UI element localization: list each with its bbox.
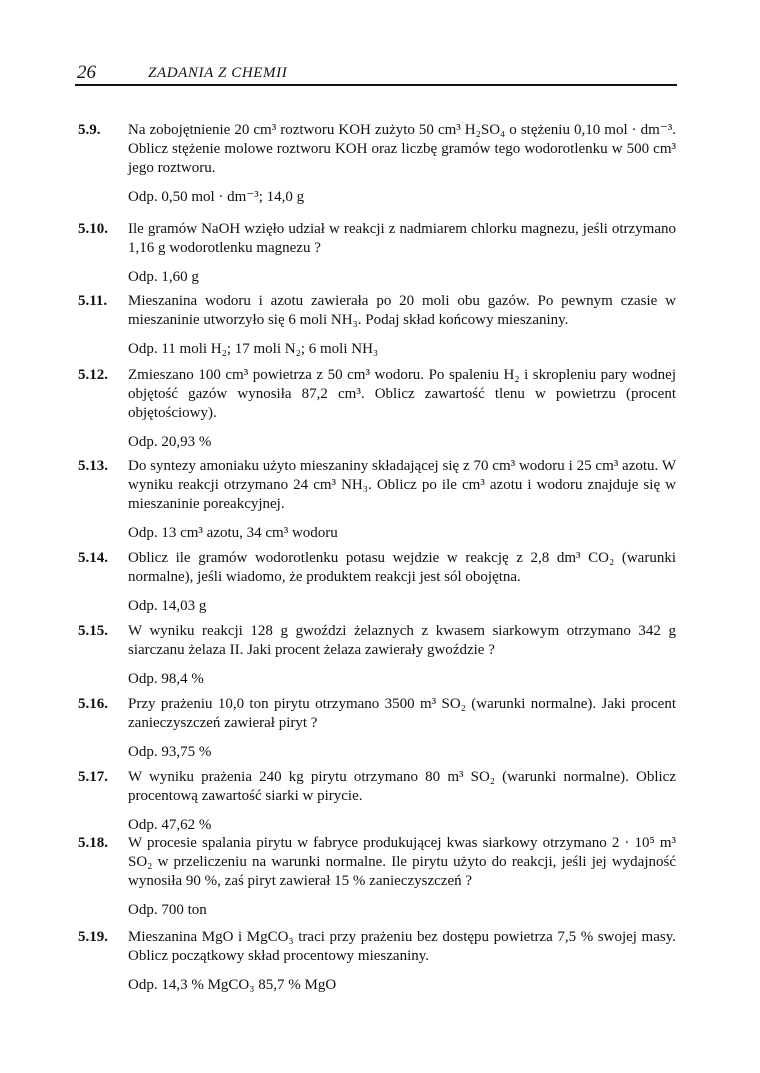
running-title: ZADANIA Z CHEMII: [148, 65, 288, 81]
problem-text: W wyniku reakcji 128 g gwoździ żelaznych z kwasem siarkowym otrzymano 342 g siarczanu żelaza II. Jaki procent żelaza zawierały gwoździe ?: [128, 623, 676, 658]
problem-text: Mieszanina wodoru i azotu zawierała po 20 moli obu gazów. Po pewnym czasie w mieszaninie utworzyło się 6 moli NH₃. Podaj skład końcowy mieszaniny.: [128, 293, 676, 328]
problem-5-9: [78, 121, 678, 207]
problem-number: 5.14.: [78, 550, 108, 566]
problem-5-17: [78, 768, 678, 835]
problem-text: Przy prażeniu 10,0 ton pirytu otrzymano 3500 m³ SO₂ (warunki normalne). Jaki procent zanieczyszczeń zawierał piryt ?: [128, 696, 676, 731]
problem-text: Do syntezy amoniaku użyto mieszaniny składającej się z 70 cm³ wodoru i 25 cm³ azotu. W wyniku reakcji otrzymano 24 cm³ NH₃. Oblicz po ile cm³ azotu i wodoru znajduje się w mieszaninie poreakcyjnej.: [128, 458, 676, 512]
problem-answer: Odp. 11 moli H₂; 17 moli N₂; 6 moli NH₃: [128, 341, 379, 357]
problem-answer: Odp. 14,3 % MgCO₃ 85,7 % MgO: [128, 977, 337, 993]
problem-answer: Odp. 14,03 g: [128, 598, 207, 614]
problem-text: Ile gramów NaOH wzięło udział w reakcji z nadmiarem chlorku magnezu, jeśli otrzymano 1,16 g wodorotlenku magnezu ?: [128, 221, 676, 256]
problem-number: 5.16.: [78, 696, 108, 712]
problem-number: 5.17.: [78, 769, 108, 785]
problem-number: 5.10.: [78, 221, 108, 237]
problem-number: 5.18.: [78, 835, 108, 851]
page-number: 26: [77, 62, 96, 83]
problem-number: 5.11.: [78, 293, 108, 309]
problem-number: 5.19.: [78, 929, 108, 945]
problem-text: W wyniku prażenia 240 kg pirytu otrzymano 80 m³ SO₂ (warunki normalne). Oblicz procentową zawartość siarki w pirycie.: [128, 769, 676, 804]
problem-answer: Odp. 1,60 g: [128, 269, 199, 285]
page-header: [75, 60, 677, 86]
problem-5-19: [78, 928, 678, 995]
problem-answer: Odp. 700 ton: [128, 902, 207, 918]
problem-number: 5.9.: [78, 122, 101, 138]
problem-answer: Odp. 0,50 mol · dm⁻³; 14,0 g: [128, 189, 305, 205]
problem-5-14: [78, 549, 678, 616]
problem-5-12: [78, 366, 678, 452]
problem-5-13: [78, 457, 678, 543]
problem-text: Zmieszano 100 cm³ powietrza z 50 cm³ wodoru. Po spaleniu H₂ i skropleniu pary wodnej objętość gazów wynosiła 87,2 cm³. Oblicz zawartość tlenu w powietrzu (procent objętościowy).: [128, 367, 676, 421]
problem-number: 5.15.: [78, 623, 108, 639]
problem-5-15: [78, 622, 678, 689]
problem-text: Oblicz ile gramów wodorotlenku potasu wejdzie w reakcję z 2,8 dm³ CO₂ (warunki normalne), jeśli wiadomo, że produktem reakcji jest sól obojętna.: [128, 550, 676, 585]
problem-answer: Odp. 20,93 %: [128, 434, 212, 450]
problem-5-16: [78, 695, 678, 762]
problem-answer: Odp. 47,62 %: [128, 817, 212, 833]
problem-text: W procesie spalania pirytu w fabryce produkującej kwas siarkowy otrzymano 2 · 10⁵ m³ SO₂ w przeliczeniu na warunki normalne. Ile pirytu użyto do reakcji, jeśli jej wydajność wynosiła 90 %, zaś piryt zawierał 15 % zanieczyszczeń ?: [128, 835, 676, 889]
problem-number: 5.12.: [78, 367, 108, 383]
problem-answer: Odp. 13 cm³ azotu, 34 cm³ wodoru: [128, 525, 338, 541]
problem-5-18: [78, 834, 678, 920]
problem-5-11: [78, 292, 678, 359]
problem-number: 5.13.: [78, 458, 108, 474]
problem-answer: Odp. 93,75 %: [128, 744, 212, 760]
problem-5-10: [78, 220, 678, 287]
problem-text: Na zobojętnienie 20 cm³ roztworu KOH zużyto 50 cm³ H₂SO₄ o stężeniu 0,10 mol · dm⁻³. Oblicz stężenie molowe roztworu KOH oraz liczbę gramów tego wodorotlenku w 500 cm³ jego roztworu.: [128, 122, 676, 176]
problem-text: Mieszanina MgO i MgCO₃ traci przy prażeniu bez dostępu powietrza 7,5 % swojej masy. Oblicz początkowy skład procentowy mieszaniny.: [128, 929, 676, 964]
problem-answer: Odp. 98,4 %: [128, 671, 204, 687]
